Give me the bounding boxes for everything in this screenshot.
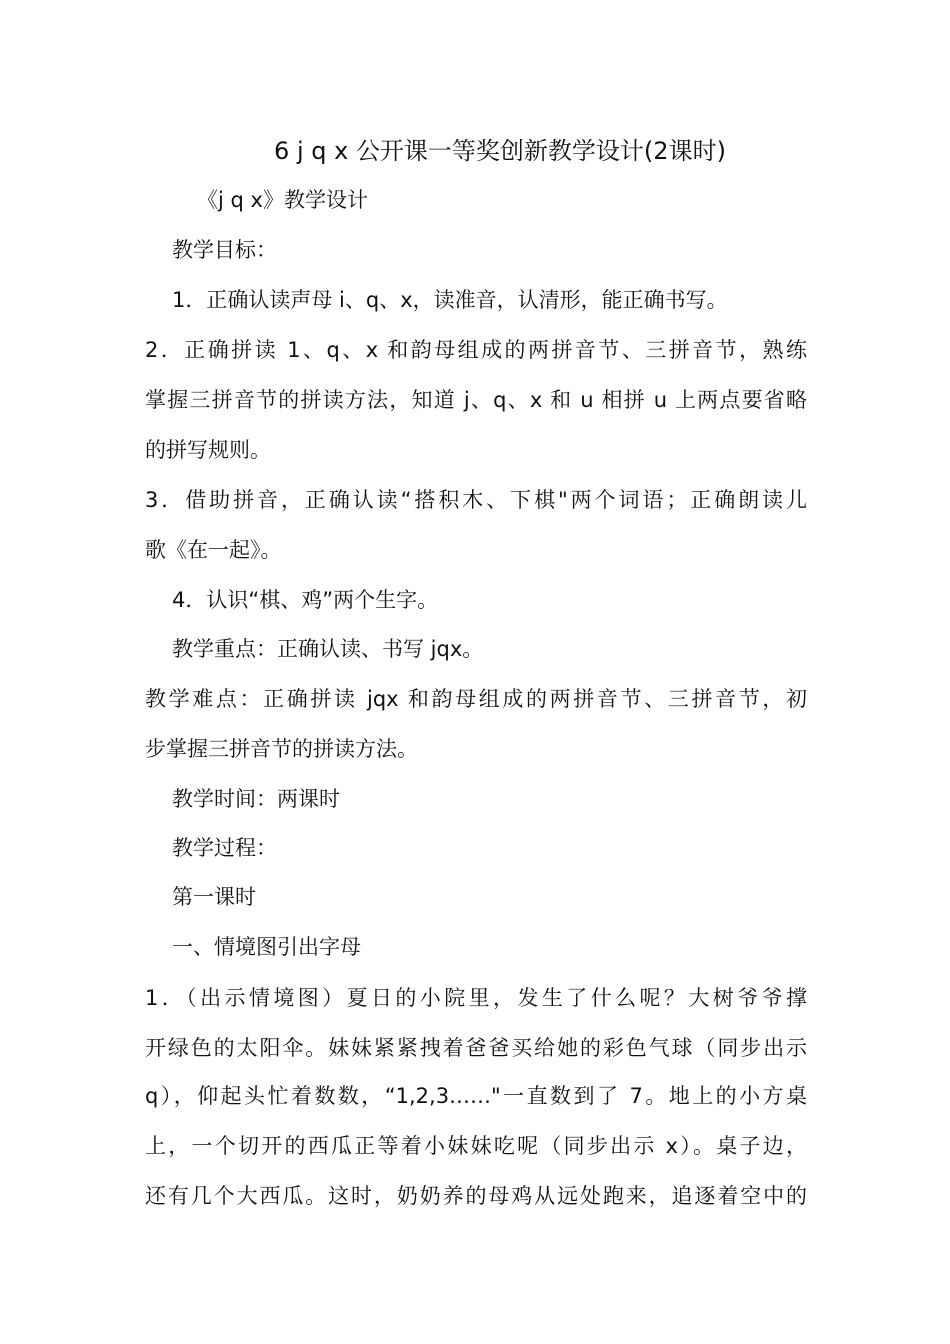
objective-4: 4．认识“棋、鸡”两个生字。	[172, 588, 439, 612]
lesson-1-heading: 第一课时	[172, 885, 256, 909]
paragraph-1-line-1: 1．（出示情境图）夏日的小院里，发生了什么呢？大树爷爷撑	[145, 986, 807, 1010]
objective-3-line-1: 3．借助拼音，正确认读“搭积木、下棋"两个词语；正确朗读儿	[145, 488, 807, 512]
paragraph-1-line-3: q），仰起头忙着数数，“1,2,3……"一直数到了 7。地上的小方桌	[145, 1084, 807, 1108]
teaching-time: 教学时间：两课时	[172, 787, 340, 811]
objective-1: 1．正确认读声母 i、q、x，读准音，认清形，能正确书写。	[172, 288, 728, 312]
difficulty-line-1: 教学难点：正确拼读 jqx 和韵母组成的两拼音节、三拼音节，初	[145, 687, 807, 711]
process-heading: 教学过程：	[172, 836, 277, 860]
objective-3-line-2: 歌《在一起》。	[145, 538, 282, 562]
document-title: 6 j q x 公开课一等奖创新教学设计(2课时)	[274, 137, 726, 165]
objective-2-line-1: 2．正确拼读 1、q、x 和韵母组成的两拼音节、三拼音节，熟练	[145, 338, 807, 362]
difficulty-line-2: 步掌握三拼音节的拼读方法。	[145, 737, 418, 761]
objective-2-line-2: 掌握三拼音节的拼读方法，知道 j、q、x 和 u 相拼 u 上两点要省略	[145, 388, 807, 412]
key-point: 教学重点：正确认读、书写 jqx。	[172, 637, 484, 661]
section-1-heading: 一、情境图引出字母	[172, 935, 361, 959]
subtitle: 《j q x》教学设计	[197, 188, 368, 212]
objective-2-line-3: 的拼写规则。	[145, 438, 271, 462]
objectives-heading: 教学目标：	[172, 238, 277, 262]
paragraph-1-line-2: 开绿色的太阳伞。妹妹紧紧拽着爸爸买给她的彩色气球（同步出示	[145, 1036, 807, 1060]
paragraph-1-line-4: 上，一个切开的西瓜正等着小妹妹吃呢（同步出示 x）。桌子边，	[145, 1134, 807, 1158]
paragraph-1-line-5: 还有几个大西瓜。这时，奶奶养的母鸡从远处跑来，追逐着空中的	[145, 1184, 807, 1208]
